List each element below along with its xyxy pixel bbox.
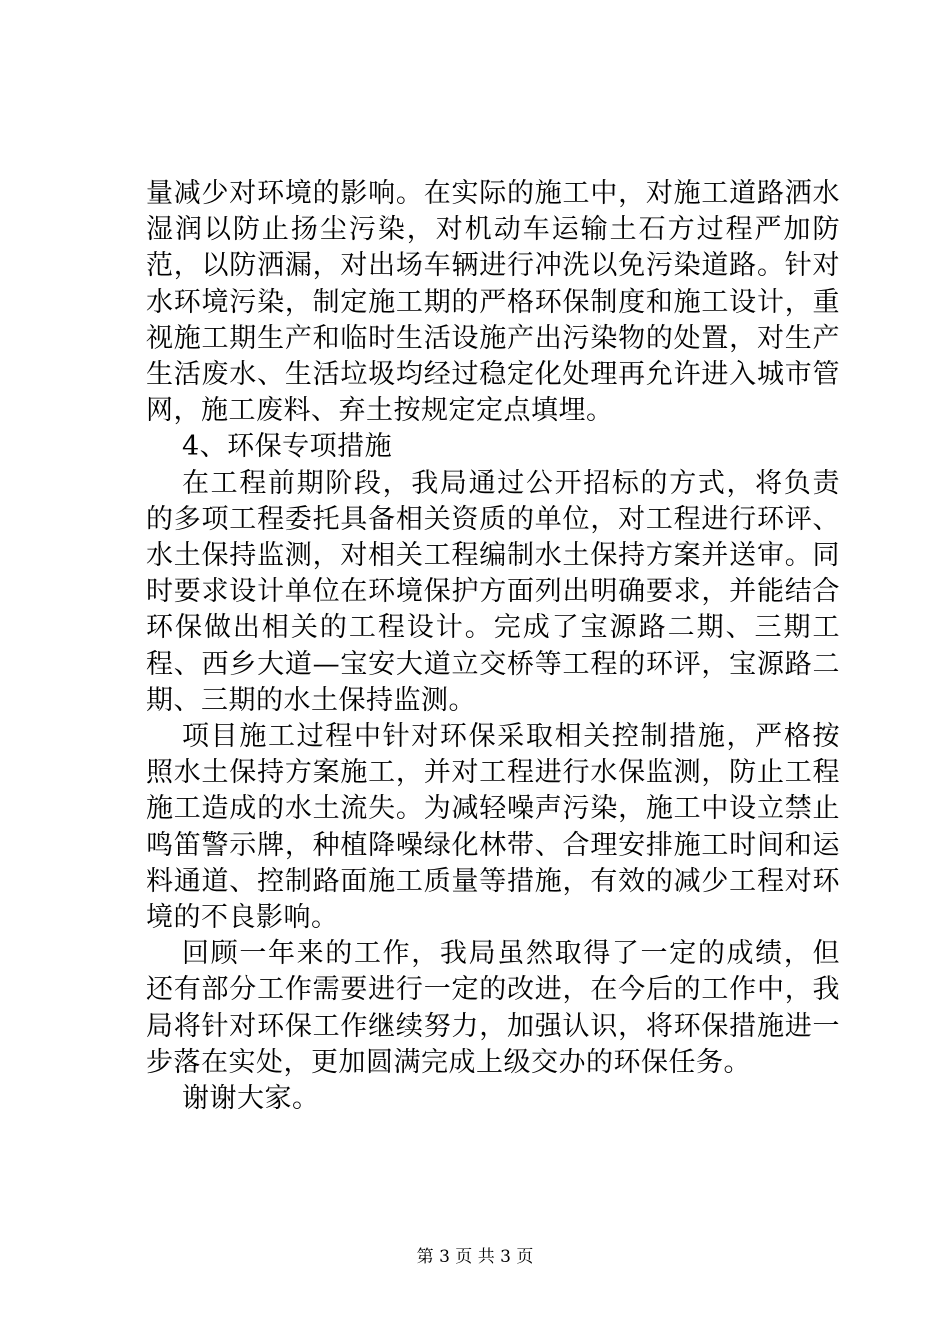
section-heading: 4、环保专项措施 [182, 431, 393, 463]
paragraph-continued: 量减少对环境的影响。在实际的施工中，对施工道路洒水湿润以防止扬尘污染，对机动车运输土石方过程严加防范，以防洒漏，对出场车辆进行冲洗以免污染道路。针对水环境污染，制定施工期的严格环保制度和施工设计，重视施工期生产和临时生活设施产出污染物的处置，对生产生活废水、生活垃圾均经过稳定化处理再允许进入城市管网，施工废料、弃土按规定定点填埋。 [146, 178, 840, 427]
page-footer: 第 3 页 共 3 页 [416, 1247, 534, 1267]
paragraph: 回顾一年来的工作，我局虽然取得了一定的成绩，但还有部分工作需要进行一定的改进，在今后的工作中，我局将针对环保工作继续努力，加强认识，将环保措施进一步落在实处，更加圆满完成上级交办的环保任务。 [146, 938, 840, 1078]
document-body [146, 176, 840, 1117]
paragraph: 项目施工过程中针对环保采取相关控制措施，严格按照水土保持方案施工，并对工程进行水保监测，防止工程施工造成的水土流失。为减轻噪声污染，施工中设立禁止鸣笛警示牌，种植降噪绿化林带、合理安排施工时间和运料通道、控制路面施工质量等措施，有效的减少工程对环境的不良影响。 [146, 721, 840, 934]
paragraph: 在工程前期阶段，我局通过公开招标的方式，将负责的多项工程委托具备相关资质的单位，对工程进行环评、水土保持监测，对相关工程编制水土保持方案并送审。同时要求设计单位在环境保护方面列出明确要求，并能结合环保做出相关的工程设计。完成了宝源路二期、三期工程、西乡大道—宝安大道立交桥等工程的环评，宝源路二期、三期的水土保持监测。 [146, 467, 840, 716]
closing-remark: 谢谢大家。 [182, 1083, 320, 1115]
